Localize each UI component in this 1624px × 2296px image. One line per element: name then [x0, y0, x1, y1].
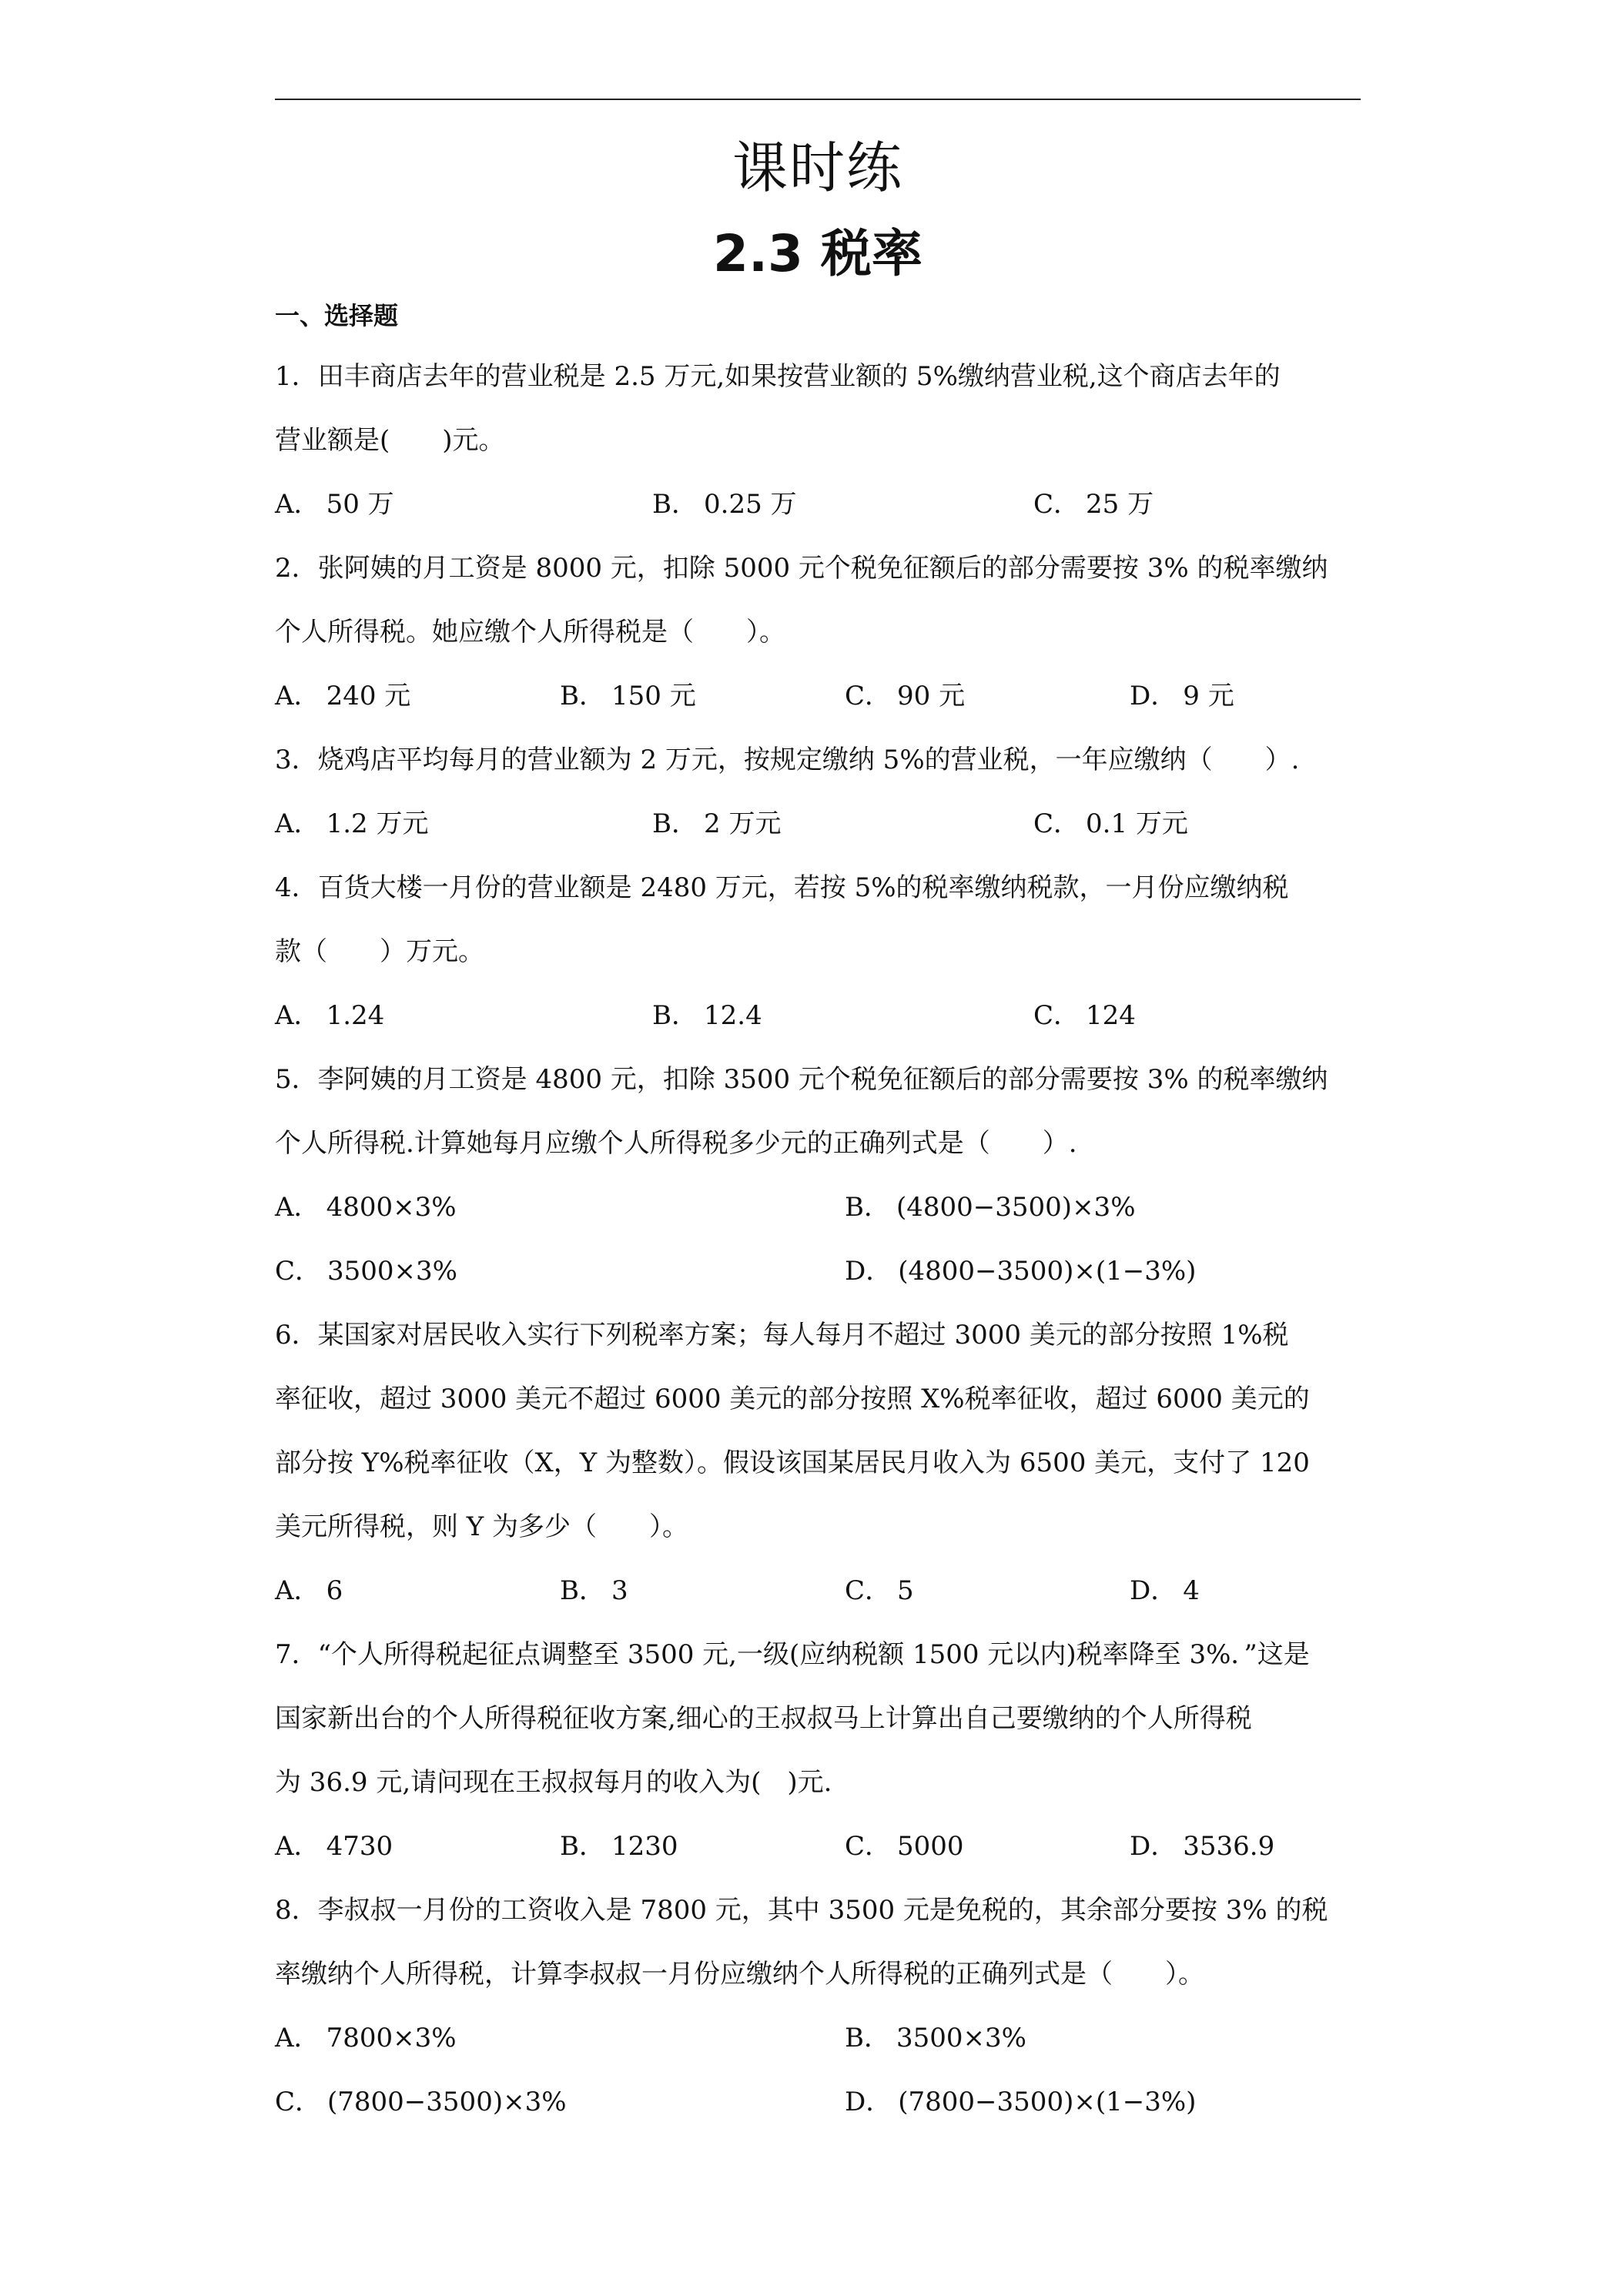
- question-stem-line: 款（ ）万元。: [275, 936, 484, 967]
- option-c: C． 90 元: [845, 681, 966, 711]
- option-c: C． 124: [1033, 1000, 1136, 1031]
- option-row: [275, 1176, 1361, 1240]
- option-c: C． (7800−3500)×3%: [275, 2087, 567, 2117]
- header-rule: [275, 99, 1361, 100]
- option-row: [275, 1559, 1361, 1623]
- option-d: D． (4800−3500)×(1−3%): [845, 1256, 1197, 1287]
- question-stem-line: 个人所得税。她应缴个人所得税是（ ）。: [275, 617, 785, 648]
- option-a: A． 1.24: [275, 1000, 385, 1031]
- option-a: A． 7800×3%: [275, 2023, 457, 2053]
- question-stem-line: 7．“个人所得税起征点调整至 3500 元,一级(应纳税额 1500 元以内)税率降至 3%．”这是: [275, 1639, 1310, 1670]
- option-row: [275, 792, 1361, 856]
- question-stem-line: 1．田丰商店去年的营业税是 2.5 万元,如果按营业额的 5%缴纳营业税,这个商店去年的: [275, 361, 1281, 392]
- option-row: [275, 984, 1361, 1048]
- option-a: A． 4800×3%: [275, 1192, 457, 1223]
- option-row: [275, 664, 1361, 728]
- option-a: A． 4730: [275, 1831, 393, 1862]
- question-stem-line: 部分按 Y%税率征收（X，Y 为整数）。假设该国某居民月收入为 6500 美元，支付了 120: [275, 1448, 1310, 1478]
- question-stem-line: 美元所得税，则 Y 为多少（ ）。: [275, 1511, 689, 1542]
- option-d: D． 4: [1130, 1575, 1200, 1606]
- option-b: B． 12.4: [652, 1000, 762, 1031]
- option-a: A． 6: [275, 1575, 343, 1606]
- option-b: B． (4800−3500)×3%: [845, 1192, 1136, 1223]
- question-1: [275, 345, 1361, 537]
- question-stem-line: 国家新出台的个人所得税征收方案,细心的王叔叔马上计算出自己要缴纳的个人所得税: [275, 1703, 1252, 1734]
- option-d: D． (7800−3500)×(1−3%): [845, 2087, 1197, 2117]
- question-2: [275, 537, 1361, 728]
- question-list: [275, 345, 1361, 2134]
- option-a: A． 50 万: [275, 489, 394, 520]
- option-a: A． 240 元: [275, 681, 411, 711]
- option-b: B． 150 元: [560, 681, 696, 711]
- question-5: [275, 1048, 1361, 1304]
- question-7: [275, 1623, 1361, 1879]
- option-d: D． 3536.9: [1130, 1831, 1275, 1862]
- option-row: [275, 1240, 1361, 1304]
- option-row: [275, 473, 1361, 537]
- option-c: C． 25 万: [1033, 489, 1154, 520]
- question-stem-line: 营业额是( )元。: [275, 425, 505, 456]
- question-stem-line: 4．百货大楼一月份的营业额是 2480 万元，若按 5%的税率缴纳税款，一月份应缴纳税: [275, 872, 1289, 903]
- option-row: [275, 1815, 1361, 1879]
- document-page: [275, 0, 1361, 2296]
- option-row: [275, 2006, 1361, 2070]
- question-3: [275, 728, 1361, 856]
- option-c: C． 3500×3%: [275, 1256, 457, 1287]
- question-stem-line: 为 36.9 元,请问现在王叔叔每月的收入为( )元.: [275, 1767, 832, 1798]
- question-stem-line: 率缴纳个人所得税，计算李叔叔一月份应缴纳个人所得税的正确列式是（ ）。: [275, 1959, 1204, 1990]
- option-b: B． 3: [560, 1575, 628, 1606]
- option-c: C． 0.1 万元: [1033, 808, 1188, 839]
- section-heading: 一、选择题: [275, 301, 399, 330]
- question-stem-line: 6．某国家对居民收入实行下列税率方案；每人每月不超过 3000 美元的部分按照 1%税: [275, 1320, 1289, 1350]
- question-4: [275, 856, 1361, 1048]
- option-c: C． 5000: [845, 1831, 964, 1862]
- question-stem-line: 率征收，超过 3000 美元不超过 6000 美元的部分按照 X%税率征收，超过 6000 美元的: [275, 1384, 1310, 1414]
- option-row: [275, 2070, 1361, 2134]
- question-stem-line: 5．李阿姨的月工资是 4800 元，扣除 3500 元个税免征额后的部分需要按 3% 的税率缴纳: [275, 1064, 1328, 1095]
- option-d: D． 9 元: [1130, 681, 1234, 711]
- question-stem-line: 2．张阿姨的月工资是 8000 元，扣除 5000 元个税免征额后的部分需要按 3% 的税率缴纳: [275, 553, 1328, 584]
- question-stem-line: 8．李叔叔一月份的工资收入是 7800 元，其中 3500 元是免税的，其余部分要按 3% 的税: [275, 1895, 1328, 1926]
- question-stem-line: 个人所得税.计算她每月应缴个人所得税多少元的正确列式是（ ）.: [275, 1128, 1077, 1159]
- option-b: B． 3500×3%: [845, 2023, 1026, 2053]
- option-c: C． 5: [845, 1575, 914, 1606]
- option-b: B． 1230: [560, 1831, 678, 1862]
- question-stem-line: 3．烧鸡店平均每月的营业额为 2 万元，按规定缴纳 5%的营业税，一年应缴纳（ ）.: [275, 745, 1300, 775]
- question-6: [275, 1304, 1361, 1623]
- option-b: B． 0.25 万: [652, 489, 797, 520]
- option-a: A． 1.2 万元: [275, 808, 429, 839]
- lesson-subtitle: 2.3 税率: [713, 224, 922, 283]
- question-8: [275, 1879, 1361, 2134]
- page-title: 课时练: [732, 136, 903, 200]
- option-b: B． 2 万元: [652, 808, 782, 839]
